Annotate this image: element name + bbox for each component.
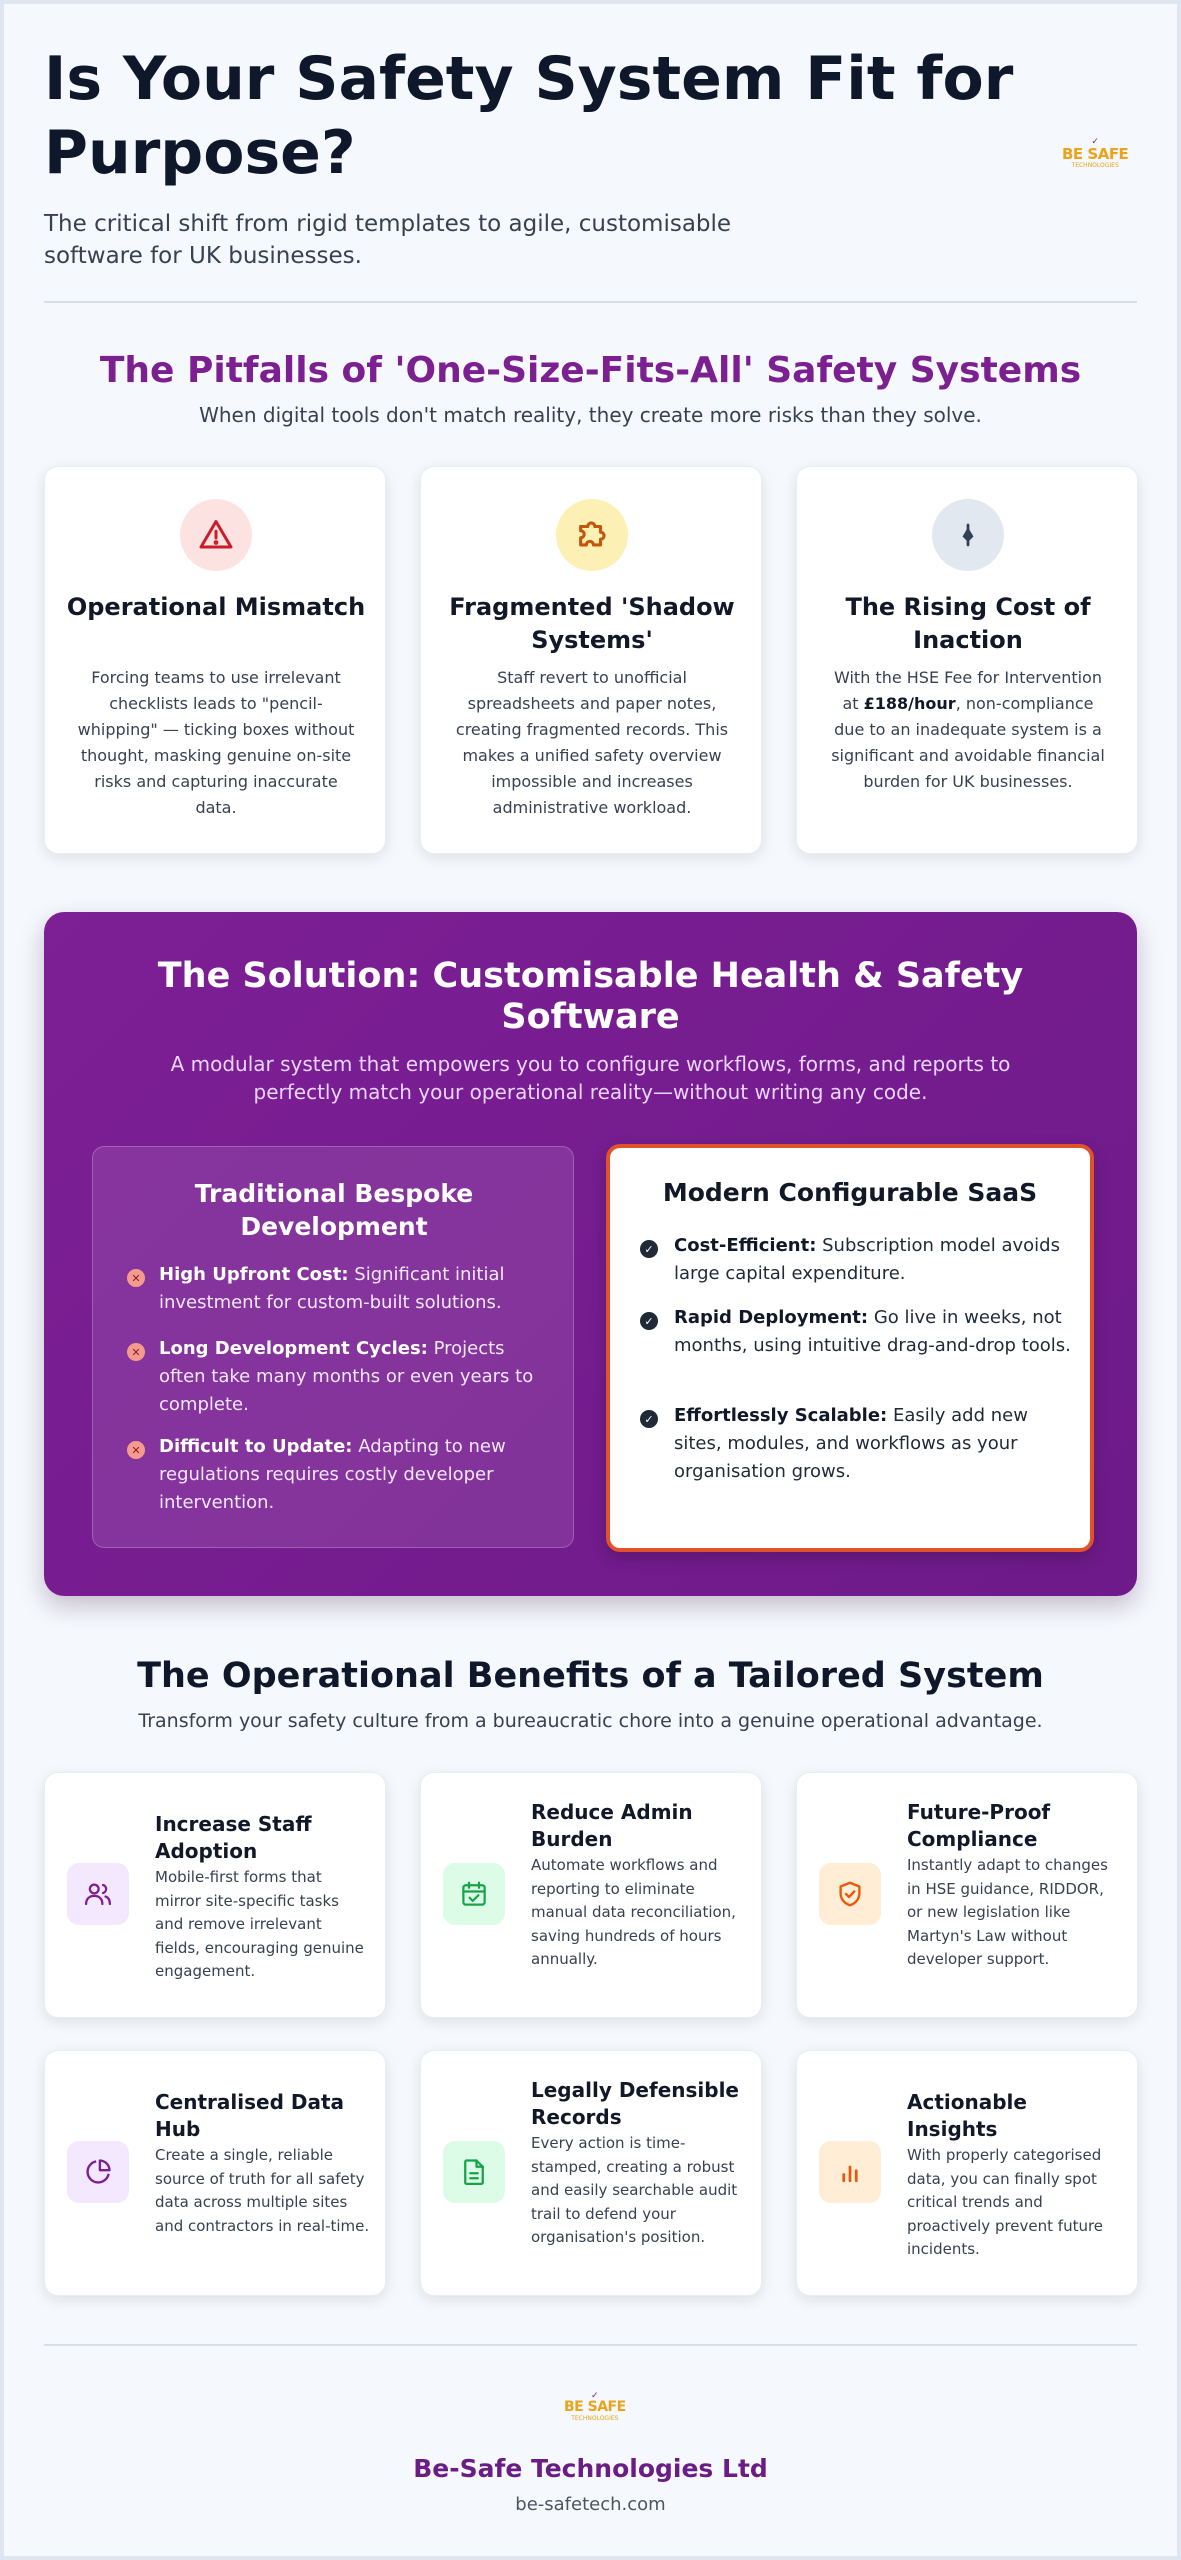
point-label: Long Development Cycles: (159, 1338, 428, 1359)
benefit-title: Centralised Data Hub (155, 2090, 345, 2141)
point-text: Easily add new sites, modules, and workflows as your organisation grows. (674, 1405, 1028, 1482)
traditional-point (159, 1261, 549, 1317)
calendar-check-icon (443, 1863, 505, 1925)
document-icon (443, 2141, 505, 2203)
check-circle-icon: ✓ (640, 1410, 658, 1428)
benefit-title: Actionable Insights (907, 2090, 1027, 2141)
point-text: Adapting to new regulations requires costly developer intervention. (159, 1436, 506, 1513)
pitfall-title: The Rising Cost of Inaction (845, 593, 1091, 654)
header-logo (1062, 138, 1128, 170)
x-circle-icon: ✕ (127, 1441, 145, 1459)
header-divider (44, 301, 1137, 303)
point-text: Subscription model avoids large capital expenditure. (674, 1235, 1060, 1284)
traditional-point (159, 1433, 549, 1517)
benefit-card-data-hub (44, 2050, 386, 2296)
footer-divider (44, 2344, 1137, 2346)
x-circle-icon: ✕ (127, 1343, 145, 1361)
benefit-title: Legally Defensible Records (531, 2078, 739, 2129)
benefit-card-staff-adoption (44, 1772, 386, 2018)
benefit-text: Instantly adapt to changes in HSE guidance, RIDDOR, or new legislation like Martyn's Law without developer support. (907, 1856, 1108, 1968)
benefit-card-admin-burden (420, 1772, 762, 2018)
shield-check-icon (819, 1863, 881, 1925)
benefit-card-insights (796, 2050, 1138, 2296)
pitfall-text (827, 665, 1109, 795)
bar-chart-icon (819, 2141, 881, 2203)
benefit-text: With properly categorised data, you can finally spot critical trends and proactively prevent future incidents. (907, 2146, 1104, 2258)
modern-saas-panel (606, 1144, 1094, 1552)
benefit-title: Increase Staff Adoption (155, 1812, 312, 1863)
logo-tick-icon: ✓ (591, 2391, 599, 2401)
pitfall-text-bold: £188/hour (863, 694, 956, 713)
modern-title: Modern Configurable SaaS (662, 1178, 1038, 1207)
traditional-point (159, 1335, 549, 1419)
point-label: Rapid Deployment: (674, 1307, 869, 1328)
pitfall-text: Staff revert to unofficial spreadsheets and paper notes, creating fragmented records. This makes a unified safety overview impossible and increases administrative workload. (455, 668, 729, 817)
modern-point (674, 1232, 1074, 1288)
page-subtitle: The critical shift from rigid templates to agile, customisable software for UK businesses. (44, 211, 732, 269)
point-label: Cost-Efficient: (674, 1235, 817, 1256)
check-circle-icon: ✓ (640, 1312, 658, 1330)
infographic-page (4, 4, 1177, 2556)
pitfalls-title: The Pitfalls of 'One-Size-Fits-All' Safety Systems (99, 350, 1082, 391)
puzzle-icon (556, 499, 628, 571)
point-label: High Upfront Cost: (159, 1264, 349, 1285)
logo-small-text: TECHNOLOGIES (571, 2415, 619, 2422)
benefits-subtitle: Transform your safety culture from a bureaucratic chore into a genuine operational advantage. (138, 1710, 1043, 1732)
benefit-text: Create a single, reliable source of truth for all safety data across multiple sites and contractors in real-time. (155, 2146, 370, 2235)
warning-triangle-icon (180, 499, 252, 571)
x-circle-icon: ✕ (127, 1269, 145, 1287)
benefit-title: Future-Proof Compliance (907, 1800, 1051, 1851)
traditional-title: Traditional Bespoke Development (194, 1179, 474, 1241)
benefit-title: Reduce Admin Burden (531, 1800, 693, 1851)
benefit-card-defensible-records (420, 2050, 762, 2296)
traditional-development-panel (92, 1146, 574, 1548)
page-title: Is Your Safety System Fit for Purpose? (44, 44, 1014, 188)
pitfall-text: Forcing teams to use irrelevant checklists leads to "pencil-whipping" — ticking boxes without thought, masking genuine on-site risks and capturing inaccurate data. (77, 668, 355, 817)
pitfall-card-cost-of-inaction (796, 466, 1138, 854)
logo-small-text: TECHNOLOGIES (1071, 162, 1119, 169)
footer-website-link[interactable]: be-safetech.com (515, 2494, 666, 2515)
solution-description: A modular system that empowers you to configure workflows, forms, and reports to perfectly match your operational reality—without writing any code. (170, 1052, 1011, 1104)
benefit-text: Every action is time-stamped, creating a robust and easily searchable audit trail to defend your organisation's position. (531, 2134, 738, 2246)
footer-logo (564, 2392, 626, 2422)
benefit-text: Automate workflows and reporting to eliminate manual data reconciliation, saving hundreds of hours annually. (531, 1856, 736, 1968)
pitfall-card-operational-mismatch (44, 466, 386, 854)
pitfall-card-shadow-systems (420, 466, 762, 854)
pitfall-text-pre: With the HSE Fee for Intervention at (834, 668, 1102, 713)
point-text: Go live in weeks, not months, using intuitive drag-and-drop tools. (674, 1307, 1071, 1356)
logo-tick-icon: ✓ (1091, 137, 1099, 147)
users-icon (67, 1863, 129, 1925)
pitfall-text-post: , non-compliance due to an inadequate system is a significant and avoidable financial burden for UK businesses. (831, 694, 1105, 791)
benefits-title: The Operational Benefits of a Tailored System (137, 1656, 1044, 1696)
check-circle-icon: ✓ (640, 1240, 658, 1258)
point-label: Effortlessly Scalable: (674, 1405, 888, 1426)
pitfalls-subtitle: When digital tools don't match reality, they create more risks than they solve. (199, 403, 982, 427)
modern-point (674, 1402, 1074, 1486)
pie-chart-icon (67, 2141, 129, 2203)
point-text: Projects often take many months or even years to complete. (159, 1338, 534, 1415)
pound-sign-icon (932, 499, 1004, 571)
point-label: Difficult to Update: (159, 1436, 353, 1457)
logo-text: BE SAFE (1062, 145, 1129, 163)
solution-section (44, 912, 1137, 1596)
pitfall-title: Fragmented 'Shadow Systems' (449, 593, 735, 654)
pitfall-title: Operational Mismatch (66, 593, 366, 621)
benefit-card-compliance (796, 1772, 1138, 2018)
footer-company-name: Be-Safe Technologies Ltd (413, 2454, 768, 2483)
point-text: Significant initial investment for custom-built solutions. (159, 1264, 505, 1313)
solution-title: The Solution: Customisable Health & Safety Software (157, 956, 1024, 1037)
modern-point (674, 1304, 1074, 1360)
logo-text: BE SAFE (564, 2399, 626, 2415)
benefit-text: Mobile-first forms that mirror site-specific tasks and remove irrelevant fields, encouraging genuine engagement. (155, 1868, 364, 1980)
